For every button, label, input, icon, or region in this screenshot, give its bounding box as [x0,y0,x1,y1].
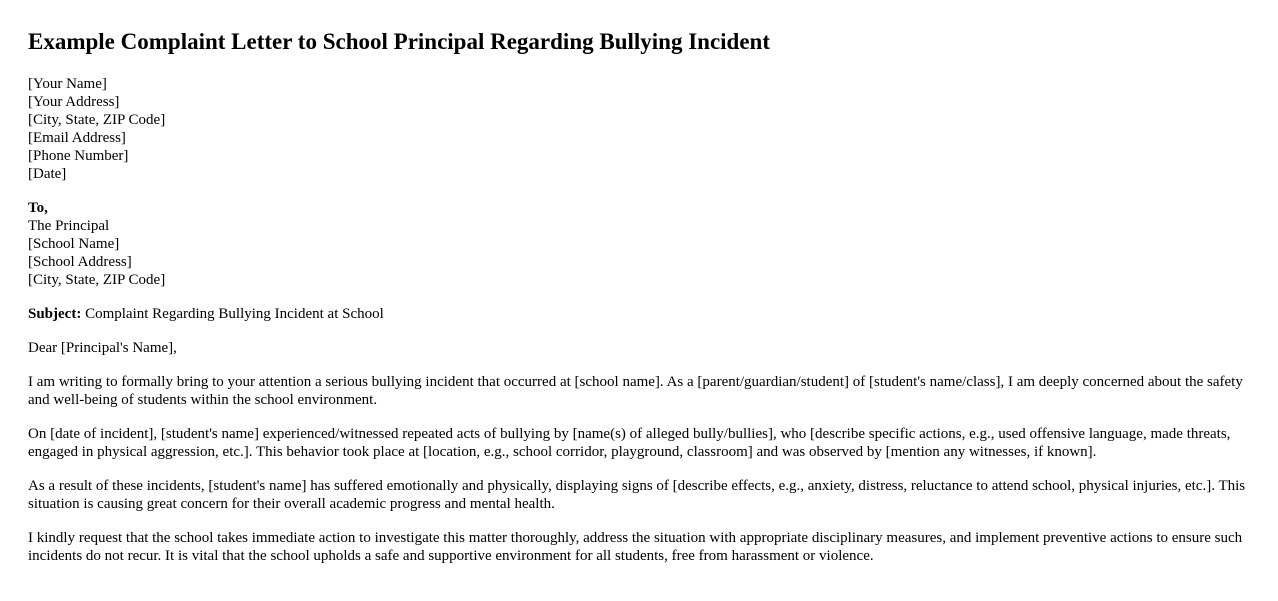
body-paragraph: I kindly request that the school takes immediate action to investigate this matter thoroughly, address the situation with appropriate disciplinary measures, and implement preventive actions to ensure such incidents do not recur. It is vital that the school upholds a safe and supportive environment for all students, free from harassment or violence. [28,530,1243,564]
subject-text: Complaint Regarding Bullying Incident at School [81,306,384,322]
salutation: Dear [Principal's Name], [28,340,177,356]
sender-address: [Your Address] [28,94,120,110]
sender-email: [Email Address] [28,130,126,146]
letter-date: [Date] [28,166,67,182]
sender-city-state-zip: [City, State, ZIP Code] [28,112,166,128]
recipient-school-address: [School Address] [28,254,132,270]
sender-name: [Your Name] [28,76,107,92]
sender-address-block [28,75,1250,183]
sender-phone: [Phone Number] [28,148,129,164]
recipient-city-state-zip: [City, State, ZIP Code] [28,272,166,288]
recipient-school-name: [School Name] [28,236,120,252]
body-paragraph: On [date of incident], [student's name] experienced/witnessed repeated acts of bullying by [name(s) of alleged bully/bullies], who [describe specific actions, e.g., used offensive language, made threats, engaged in physical aggression, etc.]. This behavior took place at [location, e.g., school corridor, playground, classroom] and was observed by [mention any witnesses, if known]. [28,426,1231,460]
subject-line [28,305,1250,323]
recipient-address-block [28,199,1250,289]
body-paragraph: I am writing to formally bring to your attention a serious bullying incident that occurred at [school name]. As a [parent/guardian/student] of [student's name/class], I am deeply concerned about the safety and well-being of students within the school environment. [28,374,1243,408]
body-paragraph: As a result of these incidents, [student's name] has suffered emotionally and physically, displaying signs of [describe effects, e.g., anxiety, distress, reluctance to attend school, physical injuries, etc.]. This situation is causing great concern for their overall academic progress and mental health. [28,478,1246,512]
recipient-title: The Principal [28,218,110,234]
subject-label: Subject: [28,306,82,322]
recipient-to-label: To, [28,200,48,216]
page-title: Example Complaint Letter to School Principal Regarding Bullying Incident [28,29,770,54]
